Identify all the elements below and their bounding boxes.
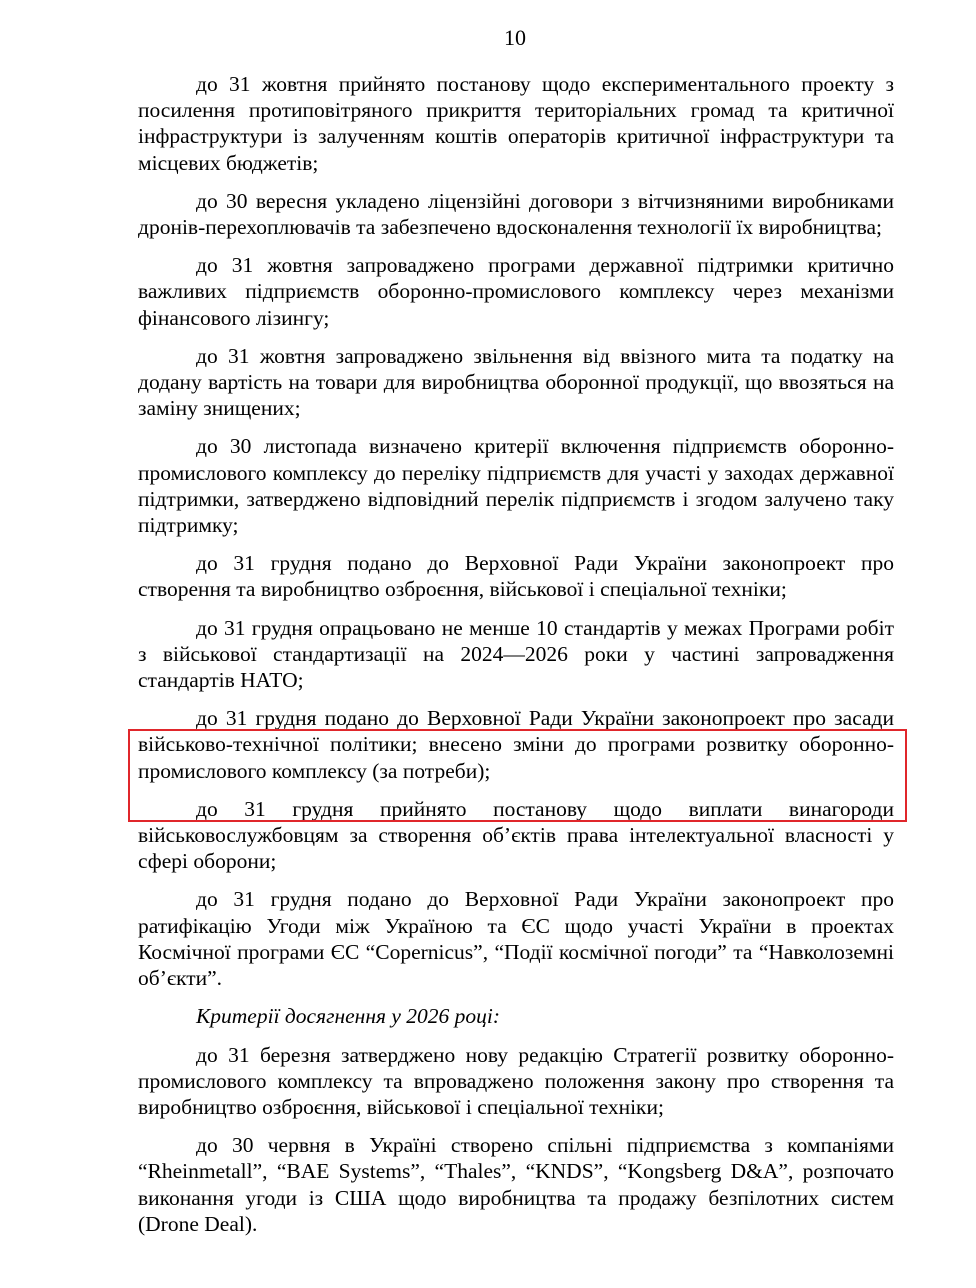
paragraph-space-program: до 31 грудня подано до Верховної Ради України законопроект про ратифікацію Угоди між Україною та ЄС щодо участі України в проектах Космічної програми ЄС “Copernicus”, “Події космічної погоди” та “Навколоземні об’єкти”. [138, 887, 894, 991]
section-heading-2026: Критерії досягнення у 2026 році: [196, 1004, 501, 1029]
paragraph-import-duty: до 31 жовтня запроваджено звільнення від ввізного мита та податку на додану вартість на товари для виробництва оборонної продукції, що ввозяться на заміну знищених; [138, 343, 894, 421]
paragraph-military-tech-policy: до 31 грудня подано до Верховної Ради України законопроект про засади військово-технічної політики; внесено зміни до програми розвитку оборонно-промислового комплексу (за потреби); [138, 706, 894, 783]
paragraph-air-defense: до 31 жовтня прийнято постанову щодо експериментального проекту з посилення протиповітряного прикриття територіальних громад та критичної інфраструктури із залученням коштів операторів критичної інфраструктури та місцевих бюджетів; [138, 72, 894, 175]
paragraph-ip-rewards: до 31 грудня прийнято постанову щодо виплати винагороди військовослужбовцям за створення об’єктів права інтелектуальної власності у сфері оборони; [138, 796, 894, 874]
paragraph-support-criteria: до 30 листопада визначено критерії включення підприємств оборонно-промислового комплексу до переліку підприємств для участі у заходах державної підтримки, затверджено відповідний перелік підприємств і згодом залучено таку підтримку; [138, 434, 894, 538]
paragraph-strategy-2026: до 31 березня затверджено нову редакцію Стратегії розвитку оборонно-промислового комплексу та впроваджено положення закону про створення та виробництво озброєння, військової і спеціальної техніки; [138, 1042, 894, 1119]
paragraph-nato-standards: до 31 грудня опрацьовано не менше 10 стандартів у межах Програми робіт з військової стандартизації на 2024—2026 роки у частині запровадження стандартів НАТО; [138, 615, 894, 693]
page-number: 10 [504, 25, 526, 50]
paragraph-joint-ventures: до 30 червня в Україні створено спільні підприємства з компаніями “Rheinmetall”, “BAE Systems”, “Thales”, “KNDS”, “Kongsberg D&A”, розпочато виконання угоди із США щодо виробництва та продажу безпілотних систем (Drone Deal). [138, 1133, 894, 1236]
paragraph-weapons-law: до 31 грудня подано до Верховної Ради України законопроект про створення та виробництво озброєння, військової і спеціальної техніки; [138, 551, 894, 602]
paragraph-drone-licenses: до 30 вересня укладено ліцензійні договори з вітчизняними виробниками дронів-перехоплювачів та забезпечено вдосконалення технології їх виробництва; [138, 188, 894, 240]
paragraph-leasing-support: до 31 жовтня запроваджено програми державної підтримки критично важливих підприємств оборонно-промислового комплексу через механізми фінансового лізингу; [138, 253, 894, 330]
document-body [138, 71, 894, 1249]
